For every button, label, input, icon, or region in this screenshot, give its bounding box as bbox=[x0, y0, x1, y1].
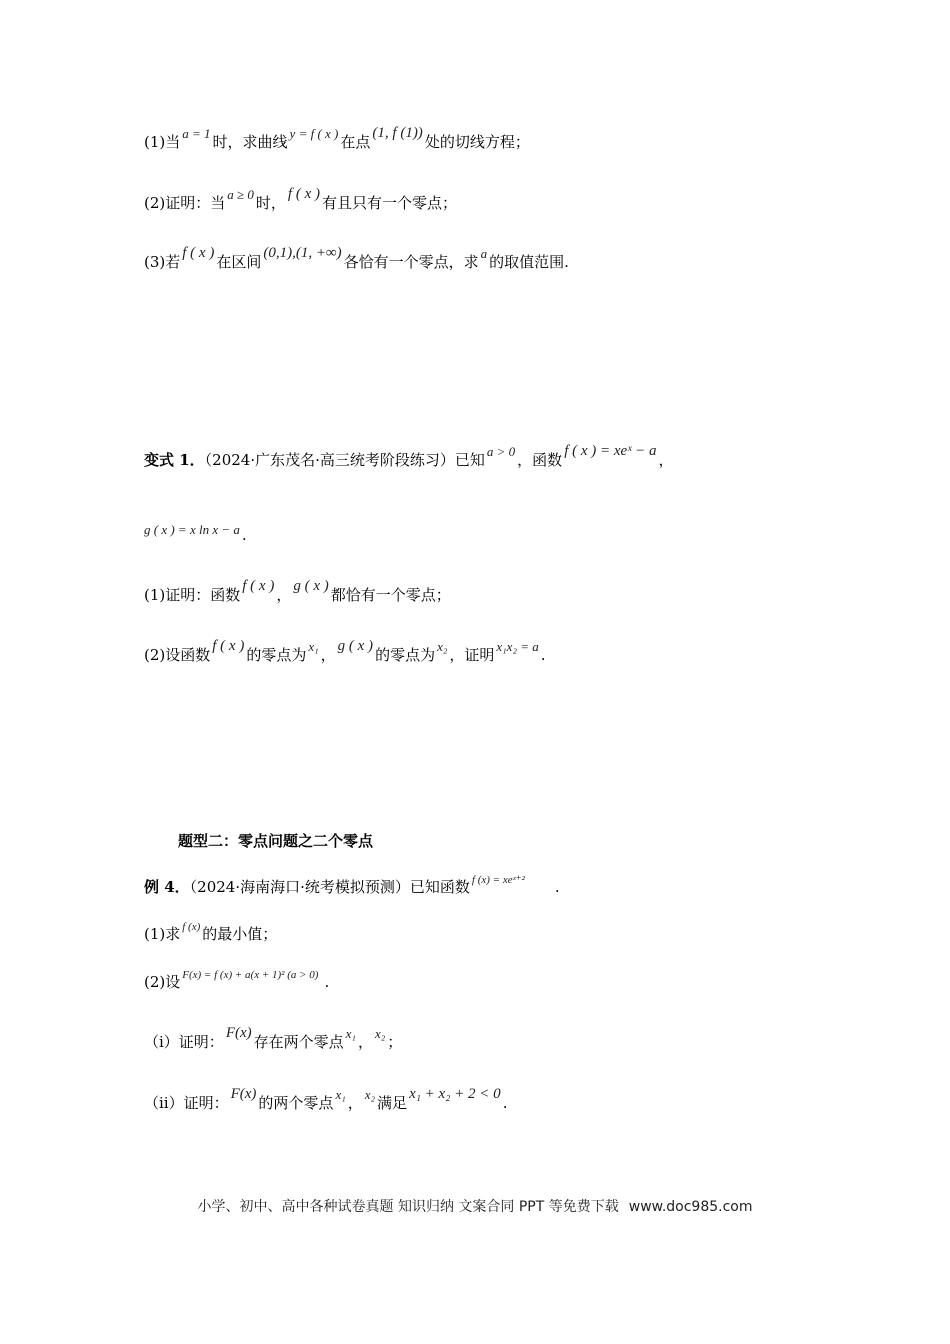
math: a = 1 bbox=[182, 126, 211, 141]
math: F(x) = f (x) + a(x + 1)² (a > 0) bbox=[182, 969, 319, 981]
footer-text: 小学、初中、高中各种试卷真题 知识归纳 文案合同 PPT 等免费下载 bbox=[197, 1199, 619, 1215]
section-title: 题型二：零点问题之二个零点 bbox=[178, 832, 374, 850]
math: F(x) bbox=[225, 1025, 252, 1041]
math: f ( x ) bbox=[182, 245, 215, 261]
math: f ( x ) bbox=[242, 578, 275, 594]
math: x₁ bbox=[345, 1026, 356, 1041]
variant-label: 变式 1． bbox=[144, 451, 205, 469]
math: F(x) bbox=[230, 1086, 257, 1102]
math: f (x) bbox=[182, 921, 201, 933]
example-subquestion-1: （ⅰ）证明： F(x) 存在两个零点 x₁ ， x₂ ； bbox=[144, 1025, 403, 1051]
math: y = f ( x ) bbox=[289, 126, 339, 141]
math: x₂ bbox=[437, 639, 448, 654]
variant-g-definition: g ( x ) = x ln x − a . bbox=[144, 522, 247, 544]
math: x₂ bbox=[364, 1087, 376, 1102]
math: f ( x ) bbox=[212, 638, 245, 654]
math: a > 0 bbox=[486, 444, 516, 459]
math: x₁ bbox=[335, 1087, 346, 1102]
math: g ( x ) bbox=[337, 638, 374, 654]
footer bbox=[0, 1196, 950, 1216]
math: (1, f (1)) bbox=[372, 125, 423, 141]
variant-question-1: (1)证明：函数 f ( x ) ， g ( x ) 都恰有一个零点； bbox=[144, 578, 451, 604]
math: g ( x ) bbox=[293, 578, 329, 594]
math: a ≥ 0 bbox=[227, 187, 254, 202]
example-subquestion-2: （ⅱ）证明： F(x) 的两个零点 x₁ ， x₂ 满足 x₁ + x₂ + 2 < 0 . bbox=[144, 1086, 508, 1112]
math: x₁ + x₂ + 2 < 0 bbox=[409, 1086, 501, 1102]
math: (0,1),(1, +∞) bbox=[263, 245, 342, 261]
example-question-2: (2)设 F(x) = f (x) + a(x + 1)² (a > 0) . bbox=[144, 972, 329, 994]
example-intro: 例 4．（2024·海南海口·统考模拟预测）已知函数 f (x) = xeˣ⁺² . bbox=[144, 877, 560, 899]
example-question-1: (1)求 f (x) 的最小值； bbox=[144, 924, 277, 946]
math: a bbox=[480, 246, 488, 261]
question-2: (2)证明：当 a ≥ 0 时， f ( x ) 有且只有一个零点； bbox=[144, 186, 457, 212]
math: x₁ bbox=[308, 639, 319, 654]
variant-question-2: (2)设函数 f ( x ) 的零点为 x₁ ， g ( x ) 的零点为 x₂ ，证明 x₁x₂ = a . bbox=[144, 638, 546, 664]
math: x₂ bbox=[374, 1026, 386, 1041]
math: g ( x ) = x ln x − a bbox=[144, 522, 240, 537]
footer-url[interactable]: www.doc985.com bbox=[628, 1199, 753, 1215]
example-label: 例 4． bbox=[144, 878, 190, 896]
math: f (x) = xeˣ⁺² bbox=[471, 874, 525, 886]
question-1: (1)当 a = 1 时，求曲线 y = f ( x ) 在点 (1, f (1)) 处的切线方程； bbox=[144, 125, 530, 151]
variant-intro: 变式 1．（2024·广东茂名·高三统考阶段练习）已知 a > 0 ，函数 f ( x ) = xeˣ − a ， bbox=[144, 443, 674, 469]
math: f ( x ) = xeˣ − a bbox=[564, 443, 657, 459]
question-3: (3)若 f ( x ) 在区间 (0,1),(1, +∞) 各恰有一个零点，求 a 的取值范围. bbox=[144, 245, 569, 271]
math: x₁x₂ = a bbox=[496, 639, 539, 654]
math: f ( x ) bbox=[287, 186, 320, 202]
